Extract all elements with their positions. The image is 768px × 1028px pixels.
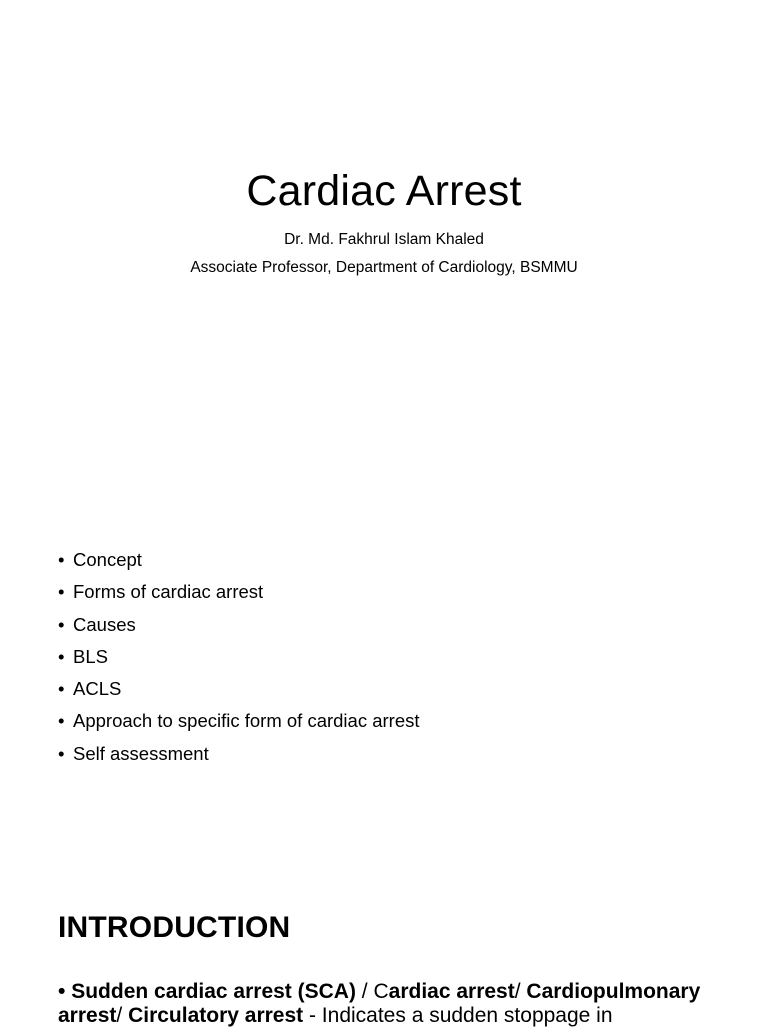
paragraph-line — [58, 1004, 758, 1028]
list-item-label: BLS — [73, 645, 108, 667]
term-cardiac-arrest: ardiac arrest — [388, 980, 515, 1003]
list-item-label: Forms of cardiac arrest — [73, 581, 264, 603]
list-item — [58, 614, 420, 646]
list-item-label: Approach to specific form of cardiac arrest — [73, 710, 420, 732]
section-heading: INTRODUCTION — [58, 911, 291, 944]
author-name: Dr. Md. Fakhrul Islam Khaled — [284, 231, 484, 248]
list-item — [58, 678, 420, 710]
list-item-label: ACLS — [73, 678, 122, 700]
bullet-icon: • — [58, 645, 65, 667]
separator: / — [514, 980, 527, 1003]
list-item — [58, 549, 420, 581]
separator: / — [116, 1004, 129, 1027]
list-item-label: Concept — [73, 549, 142, 570]
term-cardiopulmonary-arrest: arrest — [58, 1004, 117, 1027]
list-item-label: Self assessment — [73, 742, 209, 764]
list-item — [58, 581, 420, 613]
list-item — [58, 743, 420, 775]
bullet-icon: • — [58, 581, 65, 603]
title-slide — [0, 0, 768, 290]
bullet-icon: • — [58, 613, 65, 635]
definition-text: - Indicates a sudden stoppage in — [303, 1004, 613, 1027]
intro-paragraph — [58, 980, 758, 1028]
separator: / C — [355, 980, 389, 1003]
list-item-label: Causes — [73, 613, 136, 635]
author-affiliation: Associate Professor, Department of Cardiology, BSMMU — [190, 259, 578, 276]
slide-title: Cardiac Arrest — [246, 167, 522, 215]
bullet-icon: • — [58, 549, 65, 570]
bullet-icon: • — [58, 742, 65, 764]
list-item — [58, 646, 420, 678]
agenda-list — [58, 549, 420, 775]
term-circulatory-arrest: Circulatory arrest — [128, 1004, 304, 1027]
bullet-icon: • — [58, 678, 65, 700]
bullet-icon: • — [58, 710, 65, 732]
list-item — [58, 710, 420, 742]
bullet-icon: • — [58, 980, 66, 1003]
term-sca: Sudden cardiac arrest (SCA) — [71, 980, 356, 1003]
term-cardiopulmonary: Cardiopulmonary — [526, 980, 701, 1003]
paragraph-line — [58, 980, 758, 1004]
